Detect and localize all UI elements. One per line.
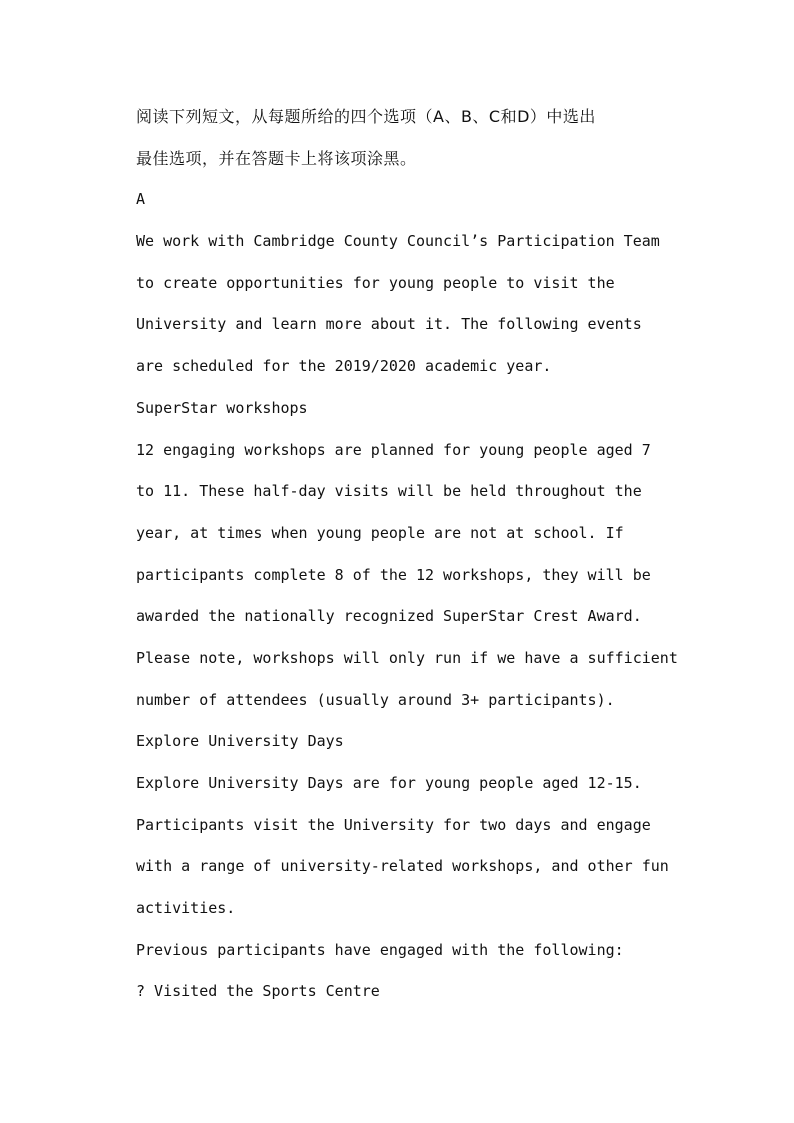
paragraph-line: year, at times when young people are not at school. If bbox=[136, 523, 624, 542]
paragraph-line: activities. bbox=[136, 899, 236, 918]
paragraph-line: Participants visit the University for two days and engage bbox=[136, 815, 651, 834]
paragraph-line: are scheduled for the 2019/2020 academic year. bbox=[136, 357, 552, 376]
passage-label: A bbox=[136, 190, 146, 209]
bullet-line: ? Visited the Sports Centre bbox=[136, 982, 380, 1001]
instruction-line-2: 最佳选项，并在答题卡上将该项涂黑。 bbox=[136, 148, 417, 168]
paragraph-line: 12 engaging workshops are planned for young people aged 7 bbox=[136, 440, 651, 459]
paragraph-line: Explore University Days are for young people aged 12-15. bbox=[136, 774, 642, 792]
paragraph-line: participants complete 8 of the 12 workshops, they will be bbox=[136, 565, 651, 584]
paragraph-line: Previous participants have engaged with the following: bbox=[136, 940, 624, 959]
paragraph-line: We work with Cambridge County Council’s Participation Team bbox=[136, 232, 660, 251]
paragraph-line: Please note, workshops will only run if we have a sufficient bbox=[136, 648, 678, 667]
paragraph-line: to 11. These half-day visits will be held throughout the bbox=[136, 482, 642, 501]
paragraph-line: to create opportunities for young people to visit the bbox=[136, 273, 615, 292]
paragraph-line: with a range of university-related workshops, and other fun bbox=[136, 857, 669, 876]
paragraph-line: awarded the nationally recognized SuperStar Crest Award. bbox=[136, 607, 642, 626]
document-body bbox=[136, 96, 696, 1013]
section-heading-superstar: SuperStar workshops bbox=[136, 398, 308, 417]
paragraph-line: University and learn more about it. The following events bbox=[136, 315, 642, 334]
instruction-line-1: 阅读下列短文，从每题所给的四个选项（A、B、C和D）中选出 bbox=[136, 107, 596, 126]
paragraph-line: number of attendees (usually around 3+ participants). bbox=[136, 690, 615, 709]
section-heading-explore: Explore University Days bbox=[136, 732, 344, 751]
